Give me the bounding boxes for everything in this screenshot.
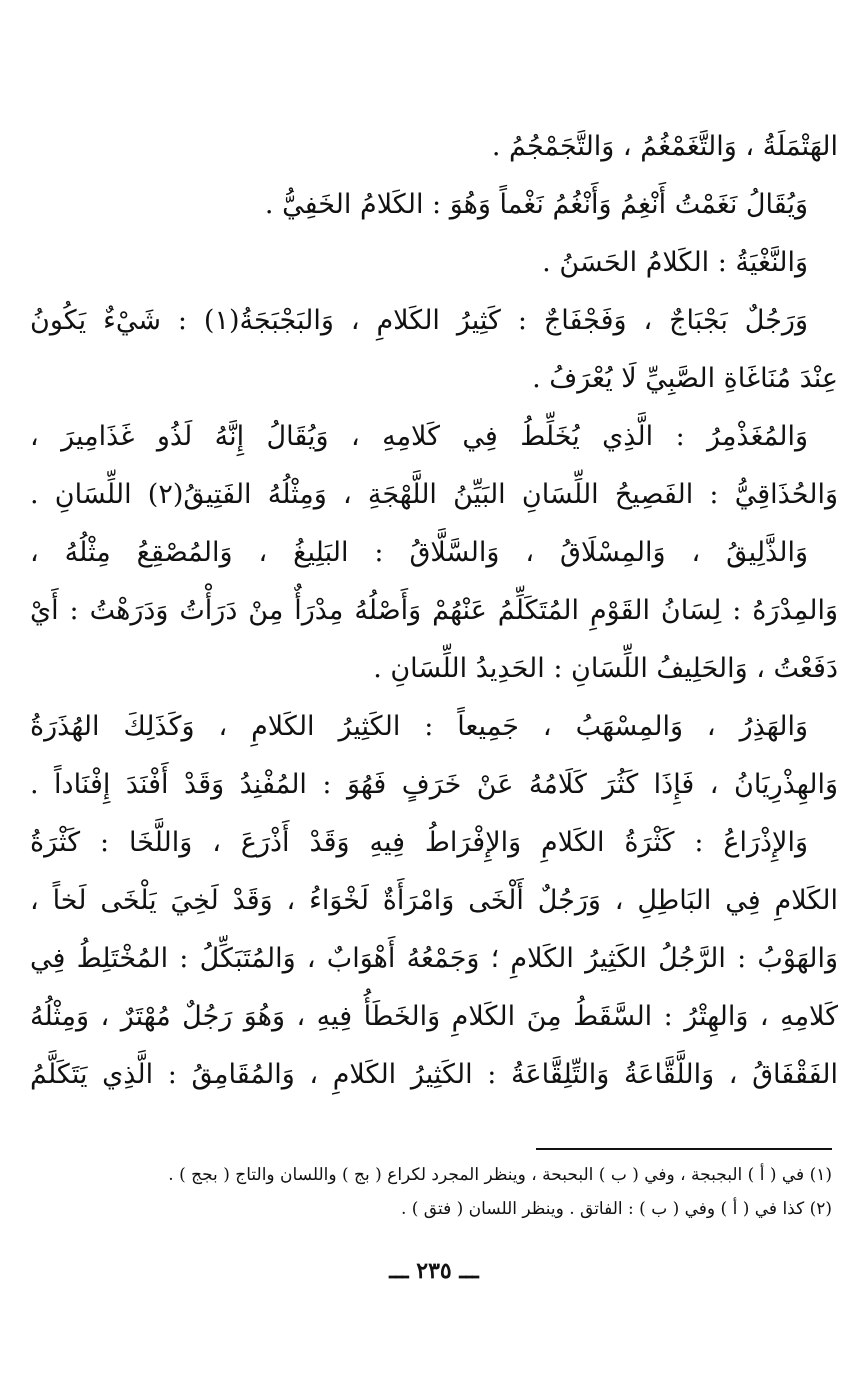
text-line-9: وَالمِدْرَهُ : لِسَانُ القَوْمِ المُتَكَلِّمُ عَنْهُمْ وَأَصْلُهُ مِدْرَأٌ مِنْ دَرَأْتُ وَدَرَهْتُ : أَيْ [30, 595, 838, 626]
text-line-6: وَالمُغَذْمِرُ : الَّذِي يُخَلِّطُ فِي كَلامِهِ ، وَيُقَالُ إِنَّهُ لَذُو غَذَامِيرَ ، [30, 421, 808, 452]
main-text [30, 118, 838, 1104]
footnote-divider [536, 1148, 832, 1150]
text-line-13: وَالإِذْرَاعُ : كَثْرَةُ الكَلامِ وَالإِفْرَاطُ فِيهِ وَقَدْ أَذْرَعَ ، وَاللَّخَا : كَثْرَةُ [30, 827, 808, 858]
footnote-1: (١) في ( أ ) البجبجة ، وفي ( ب ) البحبحة ، وينظر المجرد لكراع ( بج ) واللسان والتاج ( بجج ) . [168, 1165, 832, 1185]
page-number: ـــ ٢٣٥ ـــ [389, 1258, 479, 1284]
footnotes [30, 1158, 832, 1226]
text-line-12: وَالهِذْرِيَانُ ، فَإِذَا كَثُرَ كَلَامُهُ عَنْ خَرَفٍ فَهُوَ : المُفْنِدُ وَقَدْ أَفْنَدَ إِفْنَاداً . [30, 769, 838, 800]
text-line-2: وَيُقَالُ نَغَمْتُ أَنْغِمُ وَأَنْغُمُ نَغْماً وَهُوَ : الكَلامُ الخَفِيُّ . [264, 189, 808, 220]
text-line-1: الهَتْمَلَةُ ، وَالتَّغَمْغُمُ ، وَالتَّجَمْجُمُ . [491, 131, 838, 162]
text-line-3: وَالنَّغْيَةُ : الكَلامُ الحَسَنُ . [542, 247, 808, 278]
text-line-15: وَالهَوْبُ : الرَّجُلُ الكَثِيرُ الكَلامِ ؛ وَجَمْعُهُ أَهْوَابٌ ، وَالمُتَبَكِّلُ : المُخْتَلِطُ فِي [30, 943, 838, 974]
text-line-10: دَفَعْتُ ، وَالحَلِيفُ اللِّسَانِ : الحَدِيدُ اللِّسَانِ . [373, 653, 838, 684]
text-line-4: وَرَجُلٌ بَجْبَاجٌ ، وَفَجْفَاجٌ : كَثِيرُ الكَلامِ ، وَالبَجْبَجَةُ(١) : شَيْءٌ يَكُونُ [30, 305, 809, 336]
text-line-17: الفَقْفَاقُ ، وَاللَّقَّاعَةُ وَالتِّلِقَّاعَةُ : الكَثِيرُ الكَلامِ ، وَالمُقَامِقُ : الَّذِي يَتَكَلَّمُ [30, 1059, 838, 1090]
text-line-7: وَالحُذَاقِيُّ : الفَصِيحُ اللِّسَانِ البَيِّنُ اللَّهْجَةِ ، وَمِثْلُهُ الفَتِيقُ(٢) اللِّسَانِ . [30, 479, 838, 510]
text-line-8: وَالذَّلِيقُ ، وَالمِسْلَاقُ ، وَالسَّلَّاقُ : البَلِيغُ ، وَالمُصْقِعُ مِثْلُهُ ، [30, 537, 808, 568]
text-line-11: وَالهَذِرُ ، وَالمِسْهَبُ ، جَمِيعاً : الكَثِيرُ الكَلامِ ، وَكَذَلِكَ الهُذَرَةُ [30, 711, 808, 742]
text-line-5: عِنْدَ مُنَاغَاةِ الصَّبِيِّ لَا يُعْرَفُ . [532, 363, 838, 394]
text-line-14: الكَلامِ فِي البَاطِلِ ، وَرَجُلٌ أَلْخَى وَامْرَأَةٌ لَخْوَاءُ ، وَقَدْ لَخِيَ يَلْخَى لَخاً ، [30, 885, 838, 916]
text-line-16: كَلامِهِ ، وَالهِتْرُ : السَّقَطُ مِنَ الكَلامِ وَالخَطَأُ فِيهِ ، وَهُوَ رَجُلٌ مُهْتَرٌ ، وَمِثْلُهُ [30, 1001, 838, 1032]
footnote-2: (٢) كذا في ( أ ) وفي ( ب ) : الفاتق . وينظر اللسان ( فتق ) . [400, 1199, 832, 1219]
